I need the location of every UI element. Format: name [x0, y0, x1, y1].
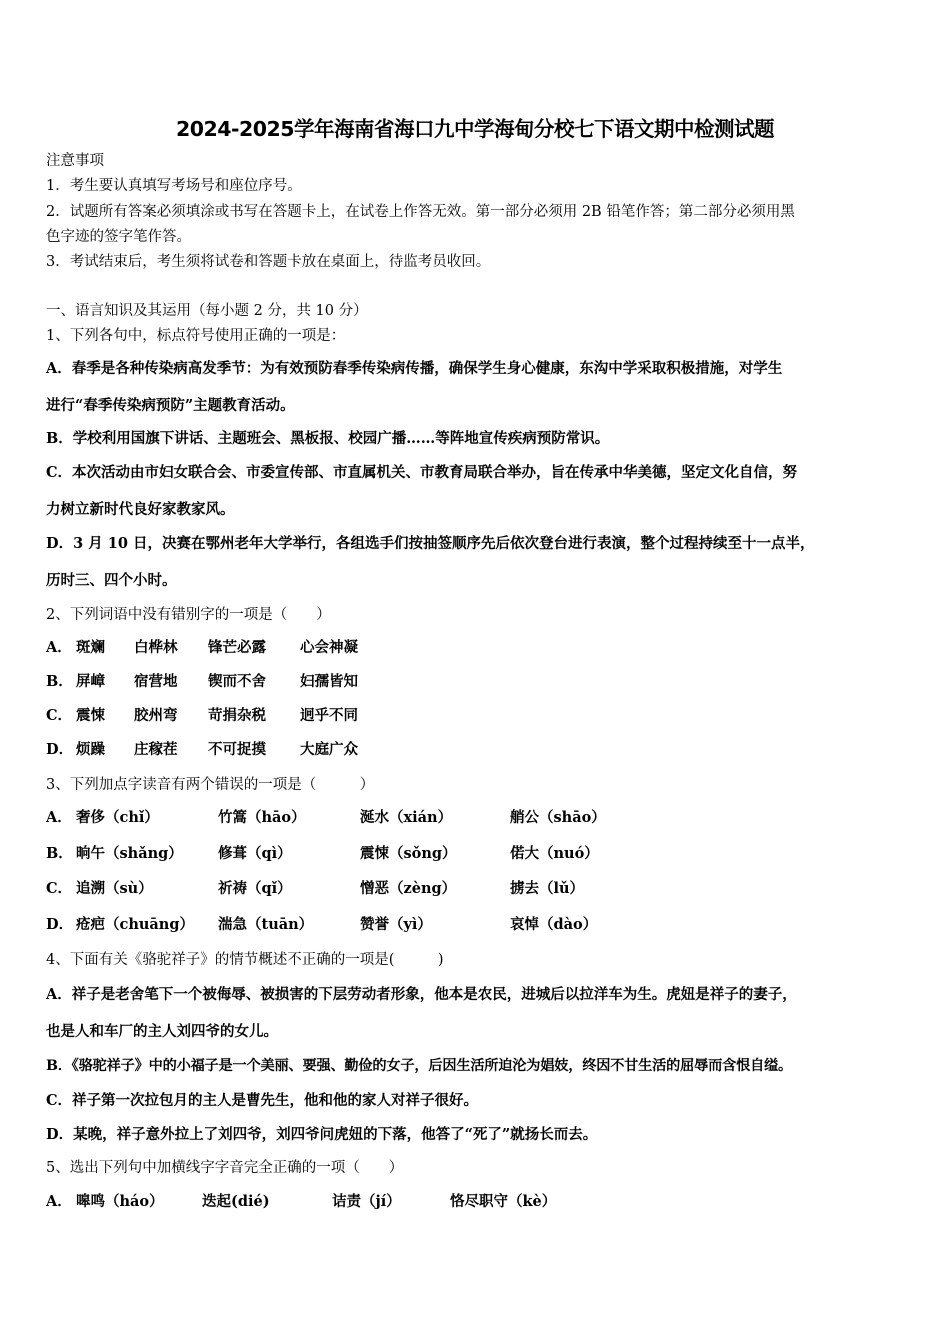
- q3-option-choice: 晌午（shǎng）: [76, 845, 183, 862]
- q3-option-label: C．: [46, 880, 73, 897]
- q5-option-choice: 迭起(dié): [202, 1193, 270, 1210]
- q2-option-label: A．: [46, 639, 72, 656]
- q1-option-a-cont: 进行“春季传染病预防”主题教育活动。: [46, 397, 295, 414]
- q3-option-choice: 掳去（lǔ）: [510, 880, 585, 897]
- q3-option-choice: 涎水（xián）: [360, 809, 453, 826]
- page-title: 2024-2025学年海南省海口九中学海甸分校七下语文期中检测试题: [175, 117, 775, 141]
- q1-option-d: D．3 月 10 日，决赛在鄂州老年大学举行，各组选手们按抽签顺序先后依次登台进行表演，整个过程持续至十一点半，: [46, 535, 815, 552]
- q2-option-choice: 不可捉摸: [208, 741, 266, 758]
- q2-option-label: D．: [46, 741, 74, 758]
- q2-option-label: C．: [46, 707, 73, 724]
- q3-option-choice: 湍急（tuān）: [218, 916, 314, 933]
- q5-option-choice: 恪尽职守（kè）: [450, 1193, 557, 1210]
- q2-option-choice: 苛捐杂税: [208, 707, 266, 724]
- q2-option-choice: 宿营地: [134, 673, 178, 690]
- q5-option-choice: 嗥鸣（háo）: [76, 1193, 164, 1210]
- q2-option-choice: 大庭广众: [300, 741, 358, 758]
- q5-option-label: A．: [46, 1193, 72, 1210]
- q3-option-label: D．: [46, 916, 74, 933]
- question-stem: 1、下列各句中，标点符号使用正确的一项是：: [46, 328, 346, 344]
- question-stem: 5、选出下列句中加横线字字音完全正确的一项（ ）: [46, 1160, 404, 1176]
- q3-option-choice: 追溯（sù）: [76, 880, 153, 897]
- q5-option-choice: 诘责（jí）: [332, 1193, 401, 1210]
- q3-option-choice: 偌大（nuó）: [510, 845, 599, 862]
- q2-option-choice: 锲而不舍: [208, 673, 266, 690]
- q2-option-choice: 迥乎不同: [300, 707, 358, 724]
- question-stem: 2、下列词语中没有错别字的一项是（ ）: [46, 607, 331, 623]
- q3-option-choice: 艄公（shāo）: [510, 809, 606, 826]
- q2-option-choice: 庄稼茬: [134, 741, 178, 758]
- q2-option-choice: 妇孺皆知: [300, 673, 358, 690]
- q3-option-choice: 疮疤（chuāng）: [76, 916, 194, 933]
- q1-option-b: B．学校利用国旗下讲话、主题班会、黑板报、校园广播……等阵地宣传疾病预防常识。: [46, 430, 610, 447]
- q2-option-choice: 锋芒必露: [208, 639, 266, 656]
- q3-option-choice: 竹篙（hāo）: [218, 809, 306, 826]
- q3-option-label: A．: [46, 809, 72, 826]
- section-heading: 一、语言知识及其运用（每小题 2 分，共 10 分）: [46, 303, 368, 319]
- notice-item: 1．考生要认真填写考场号和座位序号。: [46, 178, 302, 194]
- q2-option-choice: 心会神凝: [300, 639, 358, 656]
- q2-option-choice: 斑斓: [76, 639, 105, 656]
- q3-option-choice: 哀悼（dào）: [510, 916, 598, 933]
- notice-item: 3．考试结束后，考生须将试卷和答题卡放在桌面上，待监考员收回。: [46, 254, 491, 270]
- q2-option-choice: 白桦林: [134, 639, 178, 656]
- q2-option-choice: 烦躁: [76, 741, 105, 758]
- q1-option-a: A．春季是各种传染病高发季节：为有效预防春季传染病传播，确保学生身心健康，东沟中学采取积极措施，对学生: [46, 360, 783, 377]
- question-stem: 4、下面有关《骆驼祥子》的情节概述不正确的一项是( ): [46, 952, 444, 968]
- q3-option-choice: 憎恶（zèng）: [360, 880, 457, 897]
- notice-item: 色字迹的签字笔作答。: [46, 229, 191, 245]
- q4-option-a: A．祥子是老舍笔下一个被侮辱、被损害的下层劳动者形象，他本是农民，进城后以拉洋车为生。虎妞是祥子的妻子，: [46, 986, 797, 1003]
- q1-option-c-cont: 力树立新时代良好家教家风。: [46, 501, 235, 518]
- q4-option-d: D．某晚，祥子意外拉上了刘四爷，刘四爷问虎妞的下落，他答了“死了”就扬长而去。: [46, 1126, 598, 1143]
- q3-option-choice: 奢侈（chǐ）: [76, 809, 159, 826]
- q3-option-choice: 祈祷（qǐ）: [218, 880, 292, 897]
- notice-heading: 注意事项: [46, 153, 104, 169]
- q4-option-c: C．祥子第一次拉包月的主人是曹先生，他和他的家人对祥子很好。: [46, 1092, 479, 1109]
- q2-option-label: B．: [46, 673, 73, 690]
- q2-option-choice: 屏嶂: [76, 673, 105, 690]
- q3-option-choice: 震悚（sǒng）: [360, 845, 457, 862]
- q3-option-choice: 赞誉（yì）: [360, 916, 432, 933]
- q1-option-c: C．本次活动由市妇女联合会、市委宣传部、市直属机关、市教育局联合举办，旨在传承中华美德，坚定文化自信，努: [46, 464, 798, 481]
- q2-option-choice: 震悚: [76, 707, 105, 724]
- q2-option-choice: 胶州弯: [134, 707, 178, 724]
- q1-option-d-cont: 历时三、四个小时。: [46, 572, 177, 589]
- notice-item: 2．试题所有答案必须填涂或书写在答题卡上，在试卷上作答无效。第一部分必须用 2B 铅笔作答；第二部分必须用黑: [46, 204, 795, 220]
- q4-option-b: B．《骆驼祥子》中的小福子是一个美丽、要强、勤俭的女子，后因生活所迫沦为娼妓，终因不甘生活的屈辱而含恨自缢。: [46, 1058, 793, 1074]
- q4-option-a-cont: 也是人和车厂的主人刘四爷的女儿。: [46, 1023, 278, 1040]
- q3-option-choice: 修葺（qì）: [218, 845, 292, 862]
- question-stem: 3、下列加点字读音有两个错误的一项是（ ）: [46, 777, 375, 793]
- q3-option-label: B．: [46, 845, 73, 862]
